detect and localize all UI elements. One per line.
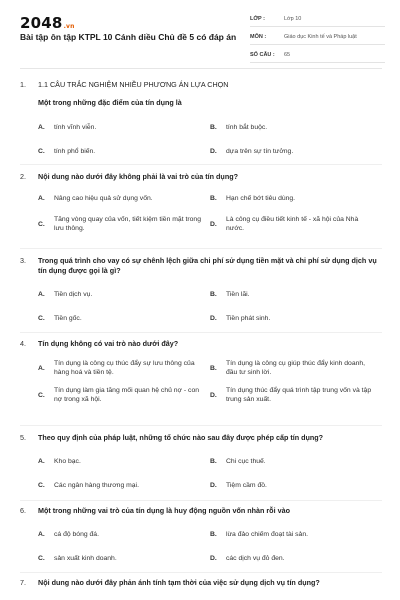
option-letter: B. xyxy=(210,458,217,465)
option-text: Chi cục thuế. xyxy=(226,458,266,465)
option-a[interactable] xyxy=(38,530,203,539)
option-text: Nâng cao hiệu quả sử dụng vốn. xyxy=(54,195,153,202)
option-text: tính bắt buộc. xyxy=(226,124,268,131)
brand-logo[interactable] xyxy=(20,14,75,32)
question-number: 6. xyxy=(20,506,26,515)
option-letter: A. xyxy=(38,291,45,298)
option-d[interactable] xyxy=(210,147,375,156)
option-letter: A. xyxy=(38,364,45,372)
meta-subject-label: MÔN : xyxy=(250,34,267,40)
option-b[interactable] xyxy=(210,359,375,377)
option-letter: B. xyxy=(210,195,217,202)
meta-class-label: LỚP : xyxy=(250,16,265,22)
option-b[interactable] xyxy=(210,194,375,203)
question-divider xyxy=(20,572,382,573)
option-letter: A. xyxy=(38,458,45,465)
option-letter: C. xyxy=(38,220,45,228)
option-letter: D. xyxy=(210,391,217,399)
document-meta xyxy=(250,12,385,63)
option-letter: C. xyxy=(38,391,45,399)
option-b[interactable] xyxy=(210,530,375,539)
option-letter: A. xyxy=(38,531,45,538)
option-letter: D. xyxy=(210,555,217,562)
option-letter: A. xyxy=(38,124,45,131)
option-letter: B. xyxy=(210,124,217,131)
option-text: Tiền dịch vụ. xyxy=(54,291,93,298)
option-letter: D. xyxy=(210,148,217,155)
meta-count-label: SỐ CÂU : xyxy=(250,52,275,58)
page-header xyxy=(0,0,400,70)
document-title: Bài tập ôn tập KTPL 10 Cánh diều Chủ đề 5 có đáp án xyxy=(20,32,237,42)
option-d[interactable] xyxy=(210,215,375,233)
question-number: 4. xyxy=(20,339,26,348)
option-letter: C. xyxy=(38,148,45,155)
question-5 xyxy=(20,433,382,493)
option-text: Tín dụng làm gia tăng mối quan hệ chủ nợ - con nợ trong xã hội. xyxy=(54,387,200,403)
meta-class-row xyxy=(250,12,385,27)
question-text: Theo quy định của pháp luật, những tổ chức nào sau đây được phép cấp tín dụng? xyxy=(38,433,324,442)
question-text: Nội dung nào dưới đây phản ánh tính tạm thời của việc sử dụng dịch vụ tín dụng? xyxy=(38,578,320,587)
option-text: tính vĩnh viễn. xyxy=(54,124,97,131)
option-list xyxy=(38,457,382,493)
option-text: Tín dụng thúc đẩy quá trình tập trung vốn và tập trung sản xuất. xyxy=(226,387,372,403)
option-text: Tiền gốc. xyxy=(54,315,82,322)
option-text: Tăng vòng quay của vốn, tiết kiệm tiền mặt trong lưu thông. xyxy=(54,216,201,232)
option-letter: D. xyxy=(210,482,217,489)
option-letter: B. xyxy=(210,364,217,372)
header-divider xyxy=(20,68,382,69)
option-text: Hạn chế bớt tiêu dùng. xyxy=(226,195,296,202)
meta-count-value: 65 xyxy=(284,52,291,58)
question-number: 1. xyxy=(20,80,26,89)
question-1 xyxy=(20,80,382,159)
option-d[interactable] xyxy=(210,386,375,404)
option-a[interactable] xyxy=(38,123,203,132)
option-text: cá độ bóng đá. xyxy=(54,531,99,538)
option-list xyxy=(38,530,382,566)
option-text: Các ngân hàng thương mại. xyxy=(54,482,139,489)
question-3 xyxy=(20,256,382,326)
option-letter: C. xyxy=(38,482,45,489)
option-text: Tín dụng là công cụ giúp thúc đẩy kinh doanh, đầu tư sinh lời. xyxy=(226,360,366,376)
option-d[interactable] xyxy=(210,314,375,323)
option-c[interactable] xyxy=(38,386,203,404)
option-letter: C. xyxy=(38,315,45,322)
question-divider xyxy=(20,248,382,249)
option-b[interactable] xyxy=(210,123,375,132)
question-text: Một trong những đặc điểm của tín dụng là xyxy=(38,98,182,107)
question-divider xyxy=(20,164,382,165)
option-letter: A. xyxy=(38,195,45,202)
section-heading: 1.1 CÂU TRẮC NGHIỆM NHIỀU PHƯƠNG ÁN LỰA CHỌN xyxy=(38,80,229,89)
option-text: Là công cụ điều tiết kinh tế - xã hội của Nhà nước. xyxy=(226,216,359,232)
option-c[interactable] xyxy=(38,314,203,323)
option-a[interactable] xyxy=(38,290,203,299)
question-divider xyxy=(20,425,382,426)
brand-tld: .vn xyxy=(63,23,75,30)
option-c[interactable] xyxy=(38,554,203,563)
option-list xyxy=(38,360,382,408)
question-7 xyxy=(20,578,382,588)
option-d[interactable] xyxy=(210,554,375,563)
meta-subject-value: Giáo dục Kinh tế và Pháp luật xyxy=(284,34,357,40)
option-a[interactable] xyxy=(38,457,203,466)
question-number: 2. xyxy=(20,172,26,181)
option-b[interactable] xyxy=(210,457,375,466)
brand-name: 2048 xyxy=(20,14,63,32)
option-text: Tiền lãi. xyxy=(226,291,250,298)
question-divider xyxy=(20,332,382,333)
option-text: lừa đảo chiếm đoạt tài sản. xyxy=(226,531,309,538)
question-2 xyxy=(20,172,382,236)
option-letter: B. xyxy=(210,291,217,298)
option-text: tính phổ biến. xyxy=(54,148,96,155)
option-text: các dịch vụ đỏ đen. xyxy=(226,555,285,562)
question-text: Một trong những vai trò của tín dụng là huy động nguồn vốn nhàn rỗi vào xyxy=(38,506,290,515)
question-text: Trong quá trình cho vay có sự chênh lệch giữa chi phí sử dụng tiền mặt và chi phí sử dụng dịch vụ tín dụng được gọi là gì? xyxy=(38,256,377,275)
option-text: Tín dụng là công cụ thúc đẩy sự lưu thông của hàng hoá và tiền tệ. xyxy=(54,360,195,376)
question-number: 5. xyxy=(20,433,26,442)
option-letter: C. xyxy=(38,555,45,562)
option-letter: D. xyxy=(210,220,217,228)
option-letter: B. xyxy=(210,531,217,538)
option-list xyxy=(38,290,382,326)
option-c[interactable] xyxy=(38,215,203,233)
option-text: dựa trên sự tín tưởng. xyxy=(226,148,294,155)
question-text: Tín dụng không có vai trò nào dưới đây? xyxy=(38,339,179,348)
option-c[interactable] xyxy=(38,147,203,156)
meta-subject-row xyxy=(250,30,385,45)
question-text: Nội dung nào dưới đây không phải là vai trò của tín dụng? xyxy=(38,172,238,181)
question-6 xyxy=(20,506,382,566)
option-letter: D. xyxy=(210,315,217,322)
option-list xyxy=(38,194,382,236)
option-c[interactable] xyxy=(38,481,203,490)
question-number: 7. xyxy=(20,578,26,587)
question-4 xyxy=(20,339,382,408)
option-list xyxy=(38,123,382,159)
meta-count-row xyxy=(250,48,385,63)
option-text: Tiệm cầm đồ. xyxy=(226,482,267,489)
question-divider xyxy=(20,500,382,501)
meta-class-value: Lớp 10 xyxy=(284,16,302,22)
option-text: Kho bạc. xyxy=(54,458,81,465)
option-text: sản xuất kinh doanh. xyxy=(54,555,117,562)
option-a[interactable] xyxy=(38,359,203,377)
option-d[interactable] xyxy=(210,481,375,490)
option-text: Tiền phát sinh. xyxy=(226,315,271,322)
option-b[interactable] xyxy=(210,290,375,299)
question-number: 3. xyxy=(20,256,26,265)
option-a[interactable] xyxy=(38,194,203,203)
